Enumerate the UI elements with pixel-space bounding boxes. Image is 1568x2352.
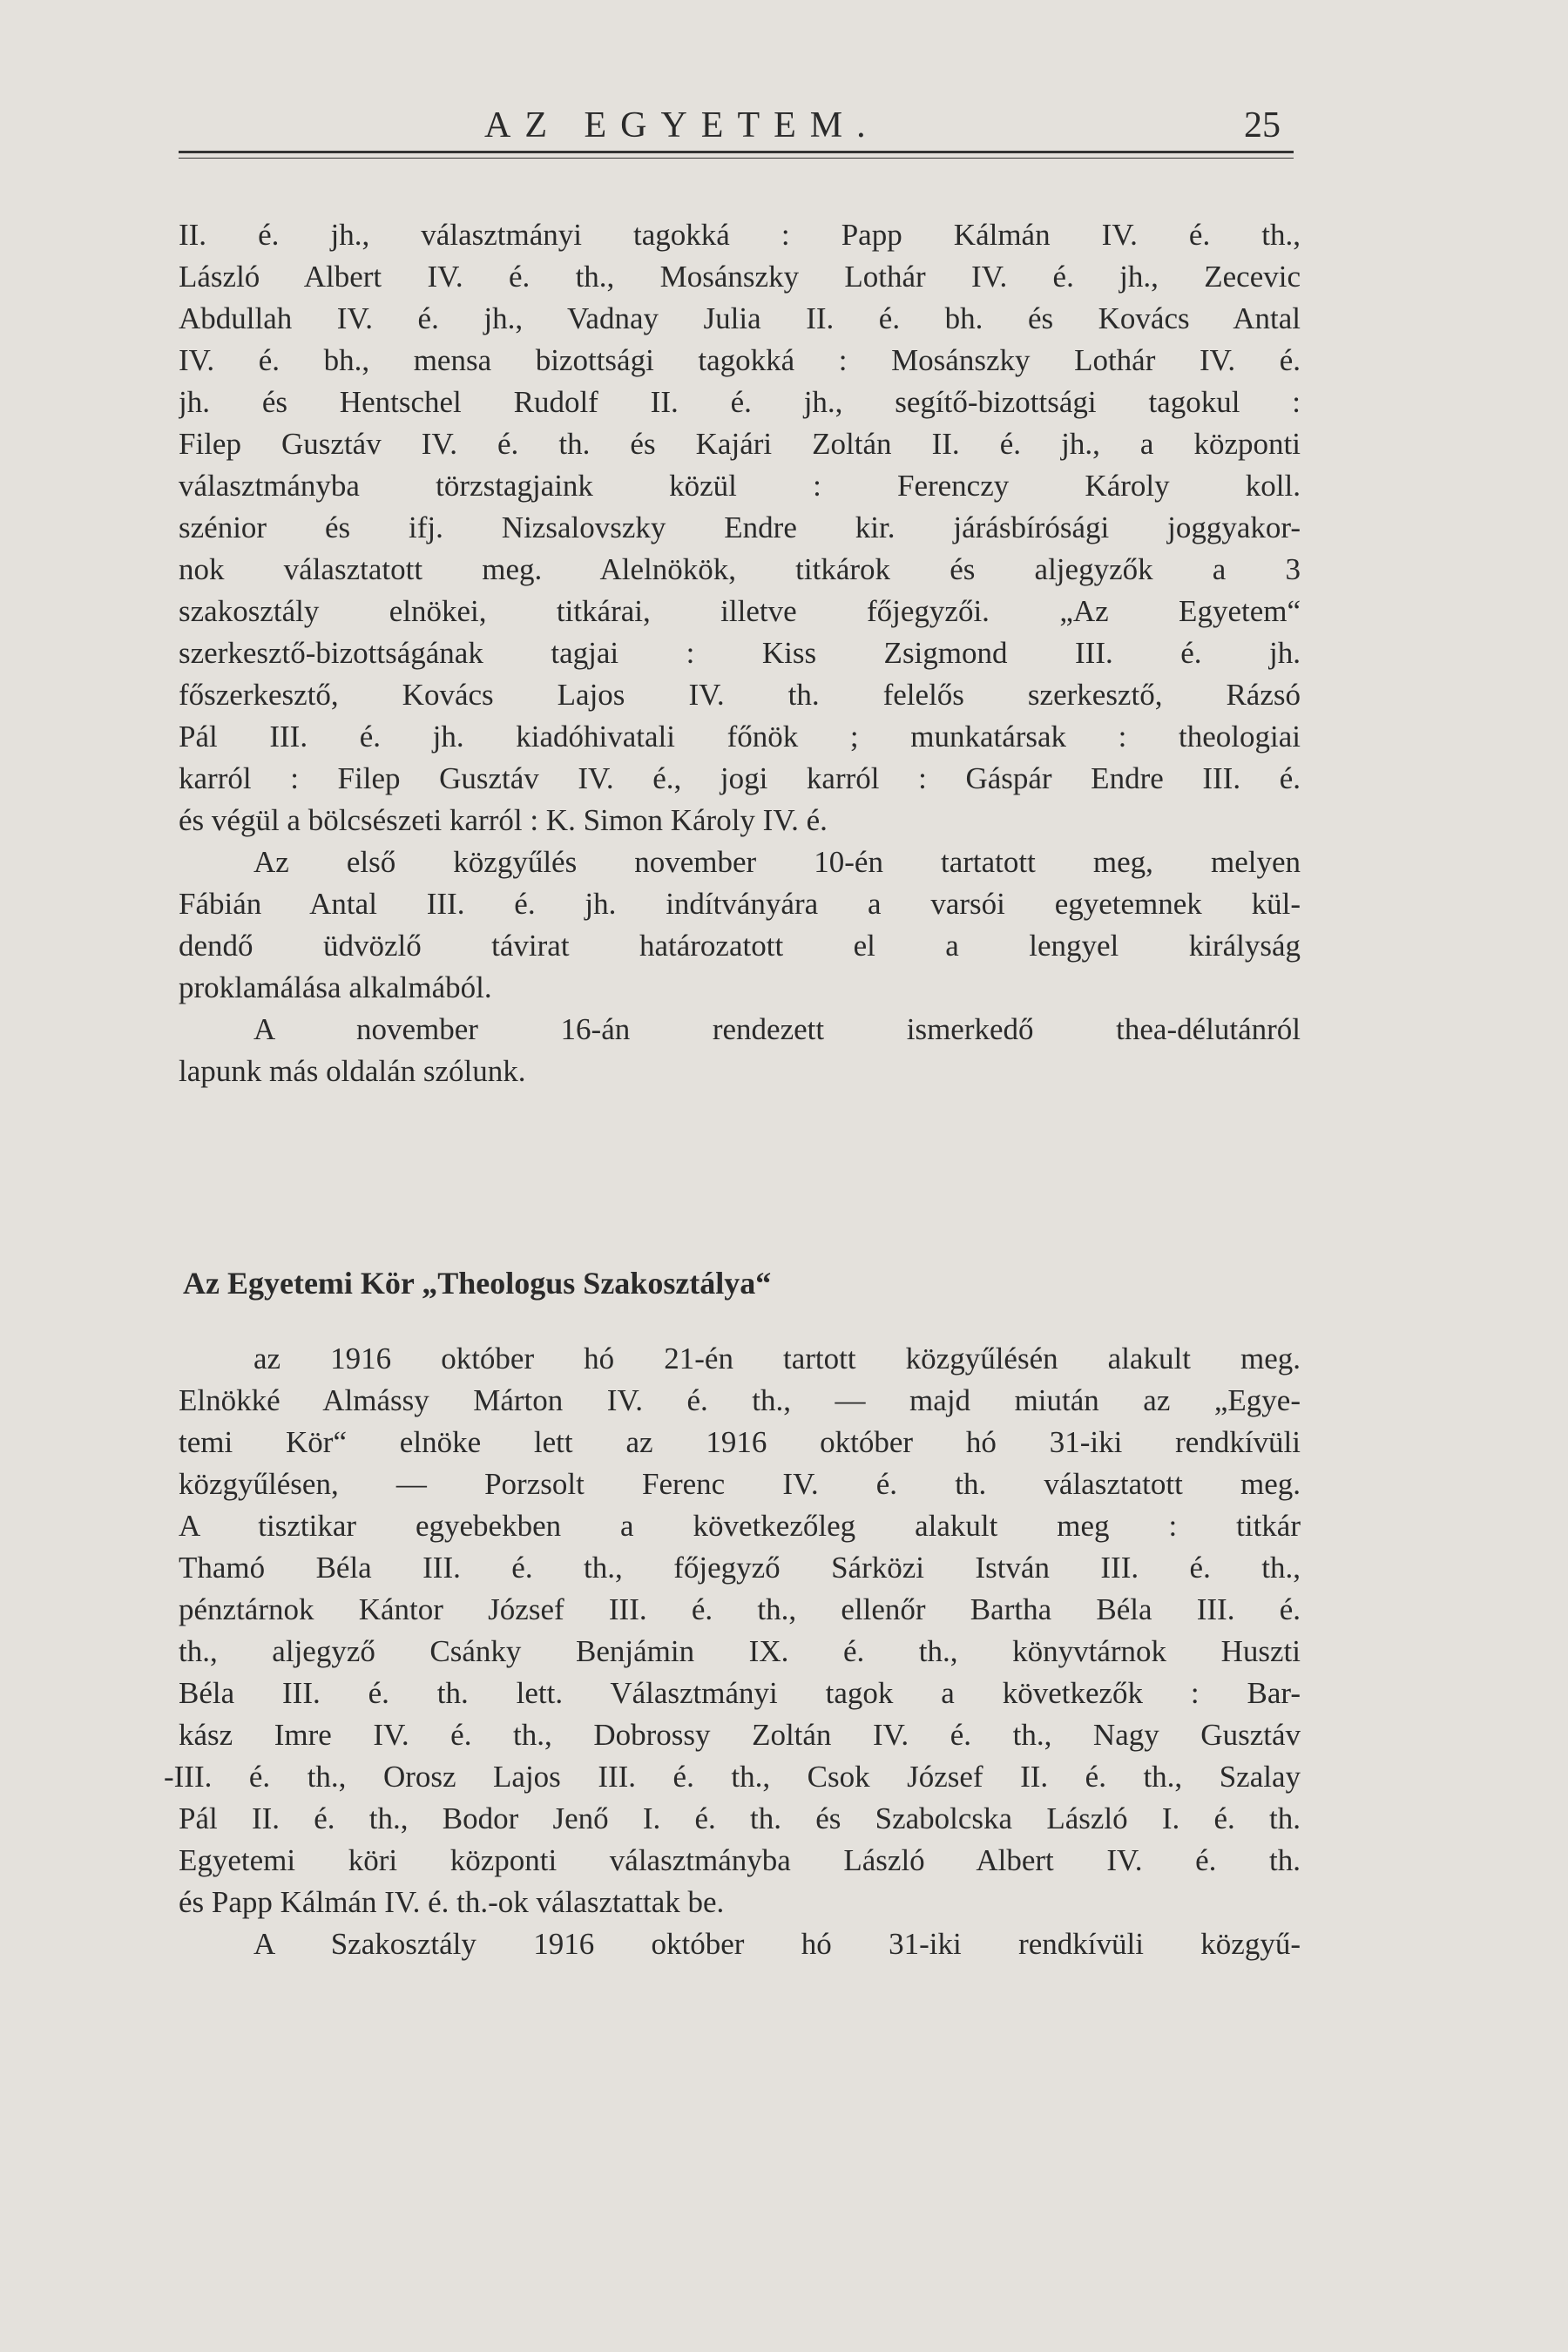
text-line: th., aljegyző Csánky Benjámin IX. é. th., könyvtárnok Huszti: [179, 1634, 1301, 1668]
text-line: Thamó Béla III. é. th., főjegyző Sárközi István III. é. th.,: [179, 1551, 1301, 1585]
text-line: Filep Gusztáv IV. é. th. és Kajári Zoltán II. é. jh., a központi: [179, 427, 1301, 461]
text-line: és Papp Kálmán IV. é. th.-ok választattak be.: [179, 1885, 725, 1919]
text-line: Béla III. é. th. lett. Választmányi tagok a következők : Bar-: [179, 1676, 1301, 1710]
text-line: Elnökké Almássy Márton IV. é. th., — majd miután az „Egye-: [179, 1383, 1301, 1417]
text-line: Abdullah IV. é. jh., Vadnay Julia II. é. bh. és Kovács Antal: [179, 301, 1301, 335]
text-line: nok választatott meg. Alelnökök, titkárok és aljegyzők a 3: [179, 552, 1301, 586]
text-line: -III. é. th., Orosz Lajos III. é. th., Csok József II. é. th., Szalay: [164, 1760, 1301, 1794]
text-line: Pál II. é. th., Bodor Jenő I. é. th. és Szabolcska László I. é. th.: [179, 1801, 1301, 1835]
text-line: temi Kör“ elnöke lett az 1916 október hó 31-iki rendkívüli: [179, 1425, 1301, 1459]
text-line: választmányba törzstagjaink közül : Ferenczy Károly koll.: [179, 469, 1301, 503]
text-line: A Szakosztály 1916 október hó 31-iki rendkívüli közgyű-: [253, 1927, 1301, 1961]
running-header-title: AZ EGYETEM.: [484, 105, 880, 145]
text-line: főszerkesztő, Kovács Lajos IV. th. felelős szerkesztő, Rázsó: [179, 678, 1301, 712]
text-line: László Albert IV. é. th., Mosánszky Lothár IV. é. jh., Zecevic: [179, 260, 1301, 294]
section-heading: Az Egyetemi Kör „Theologus Szakosztálya“: [183, 1266, 772, 1301]
header-rule-thin: [179, 158, 1294, 159]
header-rule-thick: [179, 151, 1294, 153]
page-number: 25: [1244, 105, 1281, 145]
text-line: II. é. jh., választmányi tagokká : Papp Kálmán IV. é. th.,: [179, 218, 1301, 252]
text-line: proklamálása alkalmából.: [179, 970, 492, 1004]
text-line: IV. é. bh., mensa bizottsági tagokká : Mosánszky Lothár IV. é.: [179, 343, 1301, 377]
text-line: pénztárnok Kántor József III. é. th., ellenőr Bartha Béla III. é.: [179, 1592, 1301, 1626]
text-line: dendő üdvözlő távirat határozatott el a lengyel királyság: [179, 929, 1301, 963]
text-line: A tisztikar egyebekben a következőleg alakult meg : titkár: [179, 1509, 1301, 1543]
text-line: karról : Filep Gusztáv IV. é., jogi karról : Gáspár Endre III. é.: [179, 761, 1301, 795]
text-line: szakosztály elnökei, titkárai, illetve főjegyzői. „Az Egyetem“: [179, 594, 1301, 628]
text-line: az 1916 október hó 21-én tartott közgyűlésén alakult meg.: [253, 1342, 1301, 1375]
text-line: lapunk más oldalán szólunk.: [179, 1054, 526, 1088]
text-line: A november 16-án rendezett ismerkedő thea-délutánról: [253, 1012, 1301, 1046]
text-line: kász Imre IV. é. th., Dobrossy Zoltán IV. é. th., Nagy Gusztáv: [179, 1718, 1301, 1752]
text-line: Egyetemi köri központi választmányba László Albert IV. é. th.: [179, 1843, 1301, 1877]
text-line: és végül a bölcsészeti karról : K. Simon Károly IV. é.: [179, 803, 828, 837]
text-line: jh. és Hentschel Rudolf II. é. jh., segítő-bizottsági tagokul :: [179, 385, 1301, 419]
text-line: közgyűlésen, — Porzsolt Ferenc IV. é. th. választatott meg.: [179, 1467, 1301, 1501]
text-line: Az első közgyűlés november 10-én tartatott meg, melyen: [253, 845, 1301, 879]
text-line: szénior és ifj. Nizsalovszky Endre kir. járásbírósági joggyakor-: [179, 510, 1301, 544]
text-line: Fábián Antal III. é. jh. indítványára a varsói egyetemnek kül-: [179, 887, 1301, 921]
text-line: Pál III. é. jh. kiadóhivatali főnök ; munkatársak : theologiai: [179, 720, 1301, 754]
text-line: szerkesztő-bizottságának tagjai : Kiss Zsigmond III. é. jh.: [179, 636, 1301, 670]
